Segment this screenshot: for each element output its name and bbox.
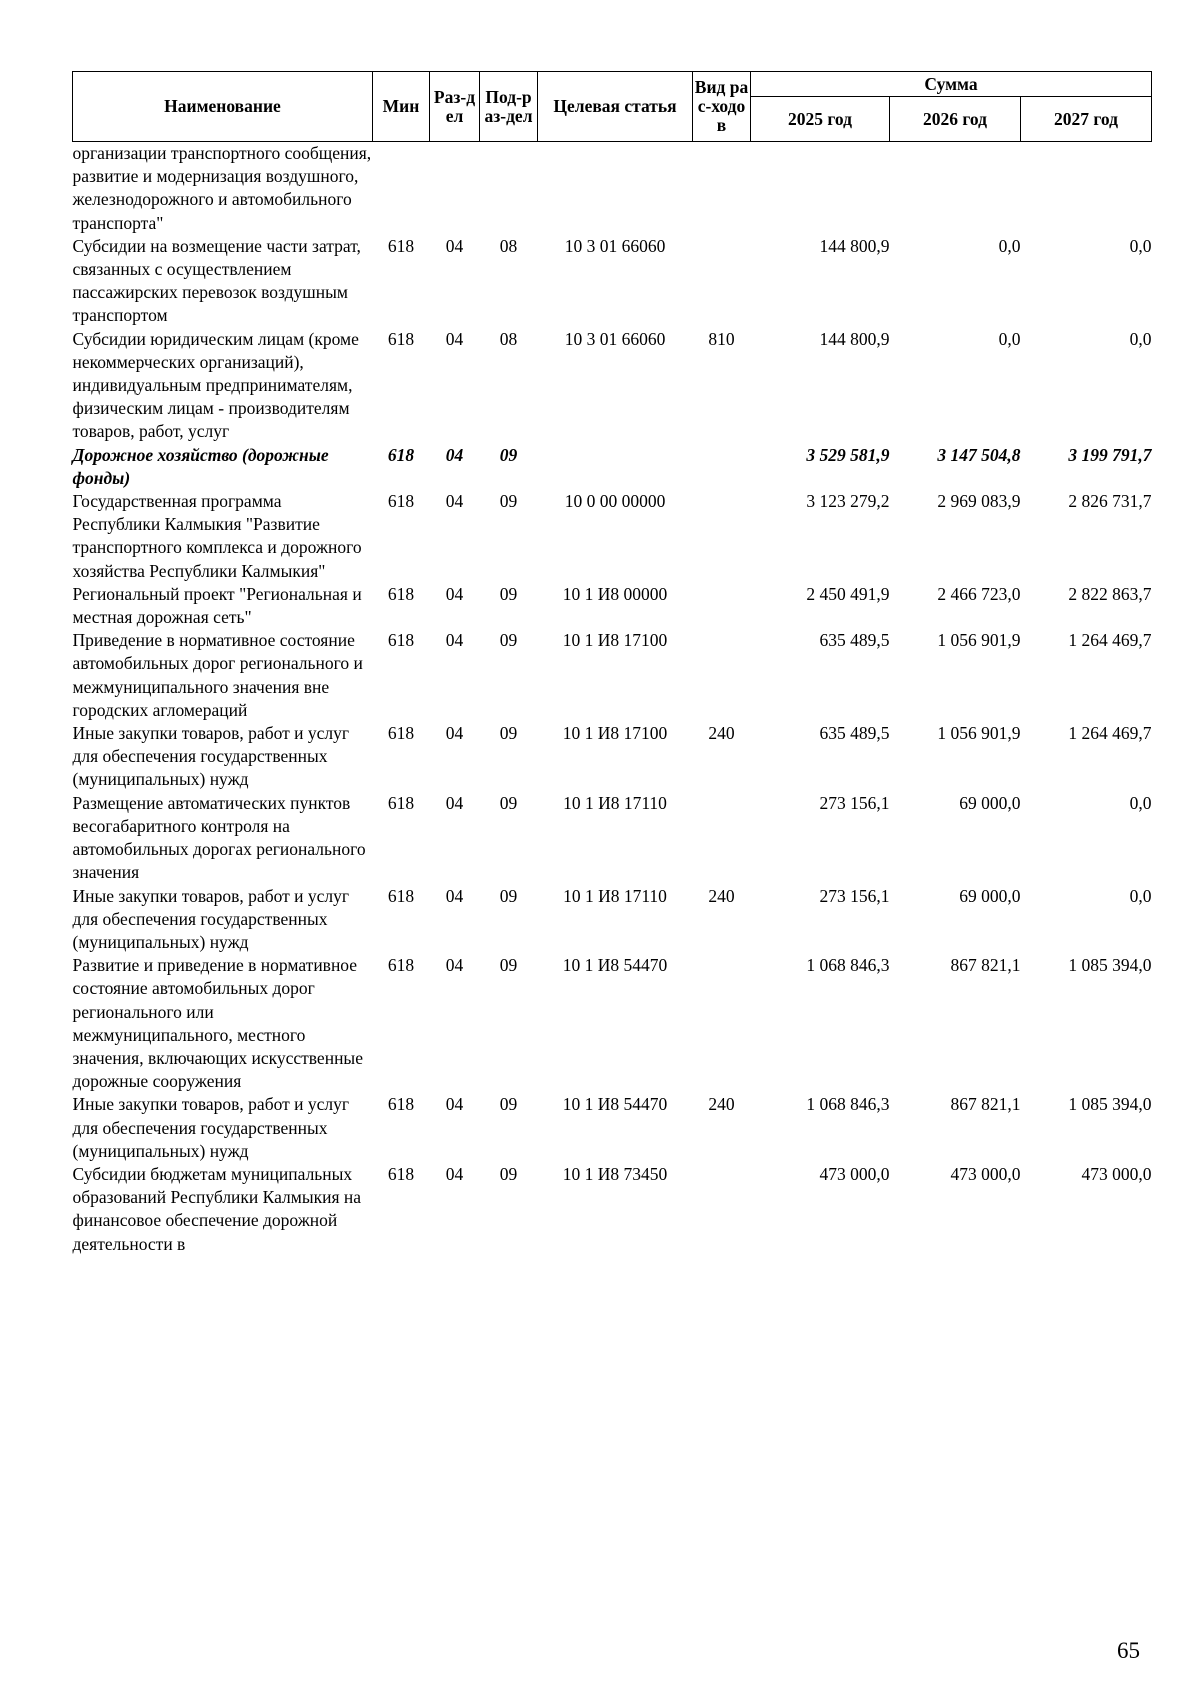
row-name: Региональный проект "Региональная и местная дорожная сеть" <box>72 583 362 628</box>
row-podrazdel <box>480 142 538 235</box>
row-min <box>373 142 430 235</box>
header-razdel: Раз-дел <box>430 72 480 142</box>
row-sum-2025: 273 156,1 <box>819 885 890 906</box>
row-razdel: 04 <box>445 235 464 256</box>
row-podrazdel: 09 <box>499 792 518 813</box>
row-razdel: 04 <box>445 1094 464 1115</box>
row-podrazdel: 09 <box>499 444 518 465</box>
row-vid <box>693 954 751 1093</box>
row-sum-2026: 2 969 083,9 <box>937 491 1021 512</box>
row-podrazdel: 08 <box>499 328 518 349</box>
row-name: Иные закупки товаров, работ и услуг для обеспечения государственных (муниципальных) нужд <box>72 885 350 952</box>
row-celevaya: 10 1 И8 17110 <box>563 792 667 813</box>
header-vid: Вид рас-ходов <box>693 72 751 142</box>
row-celevaya: 10 0 00 00000 <box>564 491 666 512</box>
row-podrazdel: 09 <box>499 583 518 604</box>
row-name: Иные закупки товаров, работ и услуг для обеспечения государственных (муниципальных) нужд <box>72 1094 350 1161</box>
row-vid: 240 <box>708 723 735 744</box>
row-vid <box>693 490 751 583</box>
row-sum-2026: 69 000,0 <box>959 885 1021 906</box>
row-vid <box>693 629 751 722</box>
row-sum-2027: 1 085 394,0 <box>1068 955 1152 976</box>
row-celevaya: 10 1 И8 54470 <box>562 955 668 976</box>
row-name: организации транспортного сообщения, развитие и модернизация воздушного, железнодорожного и автомобильного транспорта" <box>72 143 372 233</box>
table-row <box>73 142 1152 235</box>
row-sum-2026: 3 147 504,8 <box>937 444 1021 465</box>
row-sum-2025: 2 450 491,9 <box>806 583 890 604</box>
row-sum-2025: 144 800,9 <box>819 235 890 256</box>
row-name: Иные закупки товаров, работ и услуг для обеспечения государственных (муниципальных) нужд <box>72 723 350 790</box>
row-name: Государственная программа Республики Калмыкия "Развитие транспортного комплекса и дорожного хозяйства Республики Калмыкия" <box>72 491 362 581</box>
table-row <box>73 629 1152 722</box>
row-celevaya <box>538 444 693 490</box>
row-sum-2027: 1 264 469,7 <box>1068 630 1152 651</box>
row-min: 618 <box>387 792 415 813</box>
row-celevaya: 10 1 И8 54470 <box>562 1094 668 1115</box>
row-podrazdel: 09 <box>499 1094 518 1115</box>
row-sum-2025: 3 123 279,2 <box>806 491 890 512</box>
row-sum-2025: 635 489,5 <box>819 630 890 651</box>
row-razdel <box>430 142 480 235</box>
row-name: Субсидии бюджетам муниципальных образований Республики Калмыкия на финансовое обеспечение дорожной деятельности в <box>72 1163 362 1254</box>
row-min: 618 <box>387 955 415 976</box>
row-name: Субсидии на возмещение части затрат, связанных с осуществлением пассажирских перевозок воздушным транспортом <box>72 235 361 326</box>
table-row <box>73 885 1152 955</box>
row-sum-2027: 0,0 <box>1129 328 1152 349</box>
table-row <box>73 722 1152 792</box>
budget-table <box>72 71 1152 1256</box>
row-sum-2025 <box>751 142 890 235</box>
row-podrazdel: 08 <box>499 235 518 256</box>
row-sum-2027: 0,0 <box>1129 235 1152 256</box>
row-celevaya: 10 1 И8 17110 <box>563 885 667 906</box>
row-vid <box>693 583 751 629</box>
table-row <box>73 235 1152 328</box>
table-body <box>73 142 1152 1256</box>
row-razdel: 04 <box>445 444 464 465</box>
row-vid <box>693 792 751 885</box>
row-celevaya: 10 1 И8 17100 <box>562 630 668 651</box>
header-name: Наименование <box>73 72 373 142</box>
header-summa: Сумма <box>751 72 1152 97</box>
table-row <box>73 1163 1152 1256</box>
page-number: 65 <box>1117 1638 1140 1663</box>
row-min: 618 <box>387 491 415 512</box>
row-celevaya: 10 1 И8 17100 <box>562 723 668 744</box>
row-celevaya: 10 3 01 66060 <box>564 235 666 256</box>
row-sum-2026: 0,0 <box>998 328 1021 349</box>
row-min: 618 <box>387 1094 415 1115</box>
header-min: Мин <box>373 72 430 142</box>
row-podrazdel: 09 <box>499 1163 518 1184</box>
row-sum-2026: 867 821,1 <box>950 955 1021 976</box>
row-vid: 240 <box>708 1094 735 1115</box>
row-razdel: 04 <box>445 328 464 349</box>
row-min: 618 <box>387 444 415 465</box>
row-vid <box>693 444 751 490</box>
table-row <box>73 1093 1152 1163</box>
row-sum-2027 <box>1021 142 1152 235</box>
table-row <box>73 328 1152 444</box>
row-sum-2025: 144 800,9 <box>819 328 890 349</box>
table-row <box>73 954 1152 1093</box>
row-name: Субсидии юридическим лицам (кроме некоммерческих организаций), индивидуальным предпринимателям, физическим лицам - производителям товаров, работ, услуг <box>72 328 359 442</box>
row-sum-2027: 1 264 469,7 <box>1068 723 1152 744</box>
row-sum-2026: 0,0 <box>998 235 1021 256</box>
table-row <box>73 792 1152 885</box>
row-name: Дорожное хозяйство (дорожные фонды) <box>72 444 329 488</box>
row-min: 618 <box>387 885 415 906</box>
header-2027: 2027 год <box>1021 97 1152 142</box>
row-min: 618 <box>387 235 415 256</box>
row-podrazdel: 09 <box>499 723 518 744</box>
row-min: 618 <box>387 630 415 651</box>
row-podrazdel: 09 <box>499 630 518 651</box>
row-min: 618 <box>387 1163 415 1184</box>
row-sum-2027: 2 822 863,7 <box>1068 583 1152 604</box>
row-celevaya: 10 1 И8 00000 <box>562 583 668 604</box>
row-sum-2025: 473 000,0 <box>819 1163 890 1184</box>
row-sum-2027: 1 085 394,0 <box>1068 1094 1152 1115</box>
row-razdel: 04 <box>445 583 464 604</box>
row-vid: 240 <box>708 885 735 906</box>
row-name: Размещение автоматических пунктов весогабаритного контроля на автомобильных дорогах регионального значения <box>72 792 366 883</box>
row-sum-2026: 867 821,1 <box>950 1094 1021 1115</box>
row-podrazdel: 09 <box>499 491 518 512</box>
header-celevaya: Целевая статья <box>538 72 693 142</box>
table-row <box>73 444 1152 490</box>
row-vid: 810 <box>708 328 735 349</box>
row-sum-2027: 473 000,0 <box>1081 1163 1152 1184</box>
row-sum-2025: 3 529 581,9 <box>806 444 890 465</box>
row-podrazdel: 09 <box>499 885 518 906</box>
table-row <box>73 583 1152 629</box>
row-min: 618 <box>387 583 415 604</box>
row-sum-2026: 1 056 901,9 <box>937 630 1021 651</box>
row-sum-2027: 0,0 <box>1129 792 1152 813</box>
row-sum-2025: 1 068 846,3 <box>806 1094 890 1115</box>
row-razdel: 04 <box>445 955 464 976</box>
row-podrazdel: 09 <box>499 955 518 976</box>
row-vid <box>693 142 751 235</box>
row-razdel: 04 <box>445 885 464 906</box>
row-razdel: 04 <box>445 491 464 512</box>
row-sum-2027: 0,0 <box>1129 885 1152 906</box>
header-podrazdel: Под-раз-дел <box>480 72 538 142</box>
row-name: Приведение в нормативное состояние автомобильных дорог регионального и межмуниципального значения вне городских агломераций <box>72 630 363 720</box>
header-2025: 2025 год <box>751 97 890 142</box>
row-sum-2026: 473 000,0 <box>950 1163 1021 1184</box>
row-razdel: 04 <box>445 792 464 813</box>
row-min: 618 <box>387 328 415 349</box>
row-razdel: 04 <box>445 630 464 651</box>
row-sum-2026 <box>890 142 1021 235</box>
header-2026: 2026 год <box>890 97 1021 142</box>
row-celevaya: 10 3 01 66060 <box>564 328 666 349</box>
row-sum-2026: 2 466 723,0 <box>937 583 1021 604</box>
table-row <box>73 490 1152 583</box>
row-sum-2027: 2 826 731,7 <box>1068 491 1152 512</box>
table-header <box>73 72 1152 142</box>
row-celevaya: 10 1 И8 73450 <box>562 1163 668 1184</box>
row-sum-2025: 1 068 846,3 <box>806 955 890 976</box>
row-sum-2026: 69 000,0 <box>959 792 1021 813</box>
row-sum-2025: 635 489,5 <box>819 723 890 744</box>
row-name: Развитие и приведение в нормативное состояние автомобильных дорог регионального или межмуниципального, местного значения, включающих искусственные дорожные сооружения <box>72 955 363 1092</box>
row-celevaya <box>538 142 693 235</box>
row-razdel: 04 <box>445 1163 464 1184</box>
row-min: 618 <box>387 723 415 744</box>
row-vid <box>693 235 751 328</box>
row-sum-2027: 3 199 791,7 <box>1068 444 1152 465</box>
row-sum-2026: 1 056 901,9 <box>937 723 1021 744</box>
row-vid <box>693 1163 751 1256</box>
row-sum-2025: 273 156,1 <box>819 792 890 813</box>
row-razdel: 04 <box>445 723 464 744</box>
